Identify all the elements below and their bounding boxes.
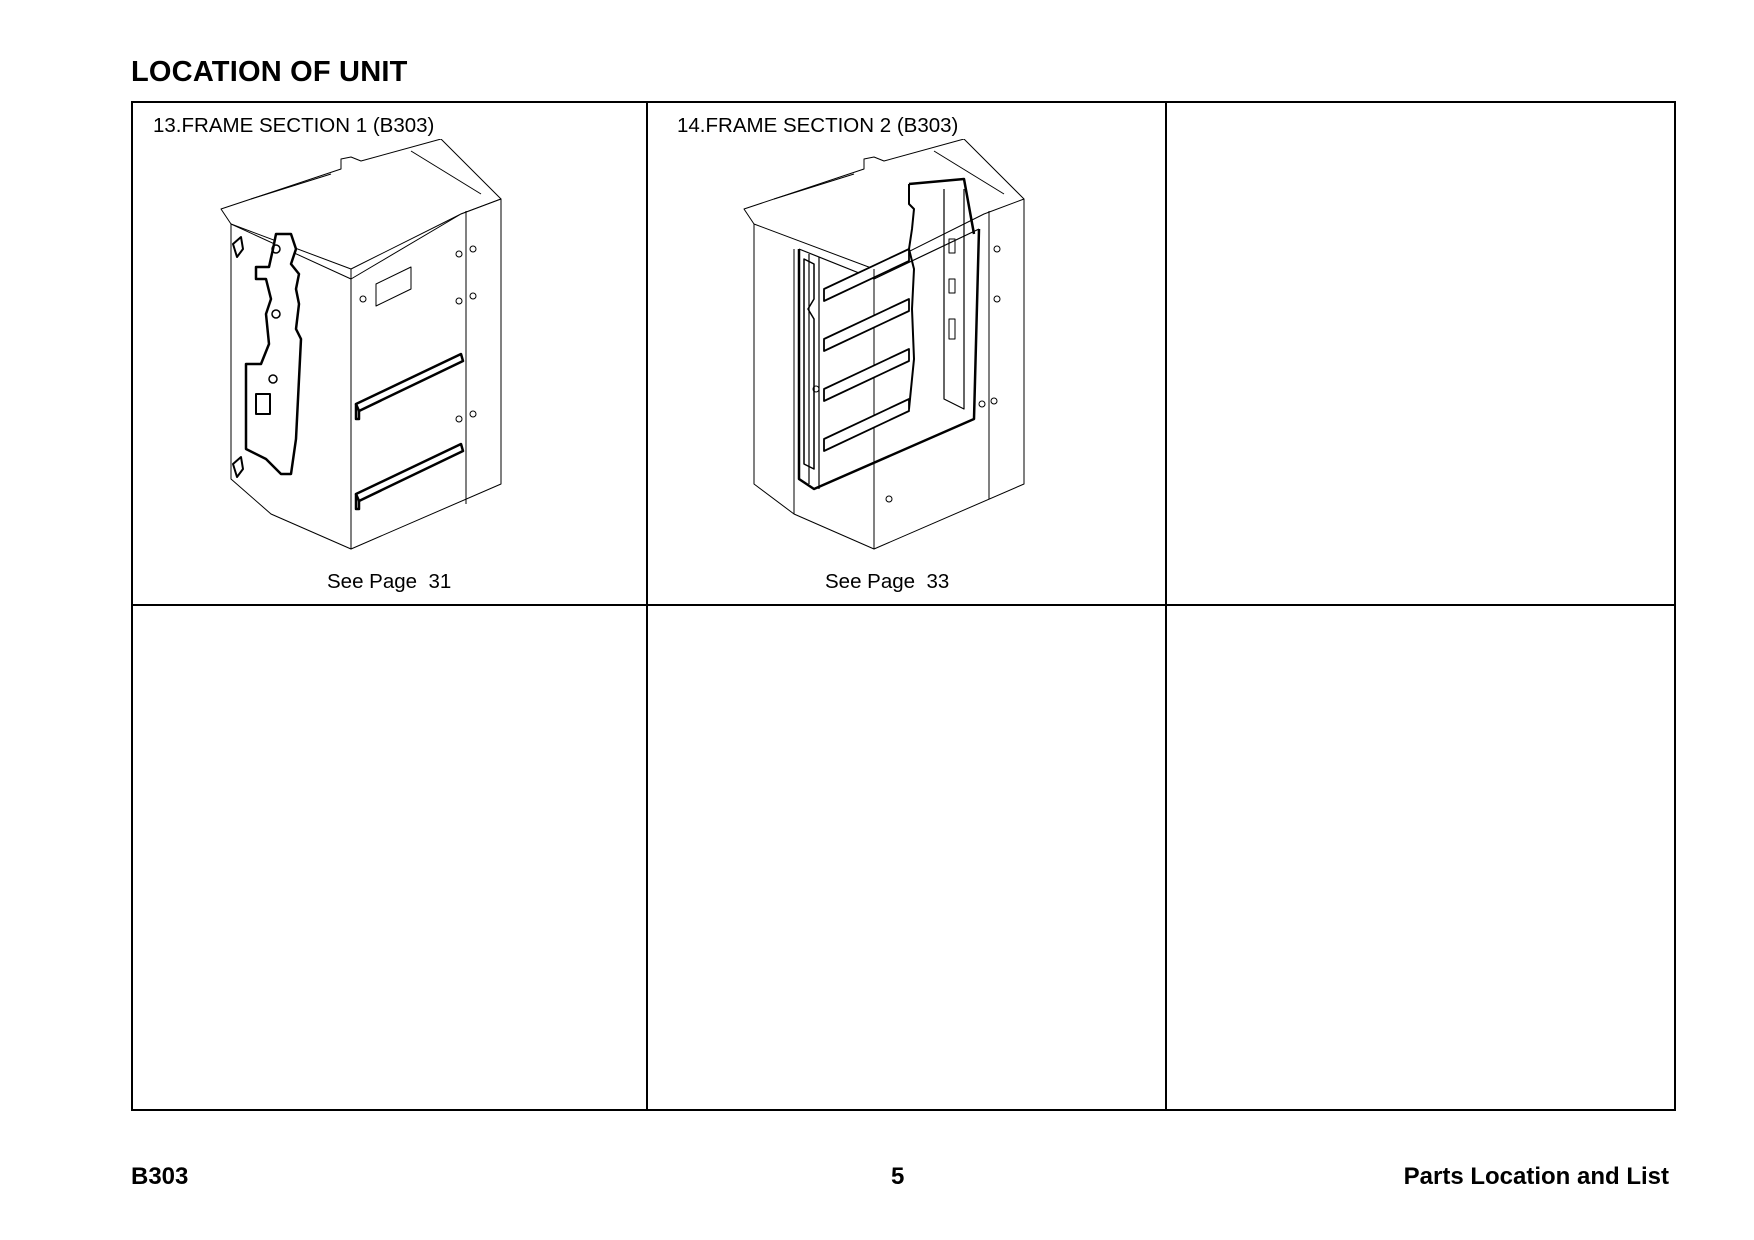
unit-location-grid [131, 101, 1676, 1111]
footer-page-number: 5 [891, 1163, 905, 1190]
unit-cell-page-reference: See Page 31 [327, 570, 452, 593]
unit-cell-frame-section-2[interactable] [648, 103, 1167, 606]
unit-cell-empty [133, 606, 648, 1109]
unit-cell-empty [1167, 103, 1676, 606]
frame-section-2-illustration [734, 139, 1074, 569]
unit-cell-empty [1167, 606, 1676, 1109]
unit-cell-frame-section-1[interactable] [133, 103, 648, 606]
footer-section-title: Parts Location and List [1403, 1163, 1669, 1190]
unit-cell-title: 14.FRAME SECTION 2 (B303) [677, 114, 959, 137]
unit-cell-title: 13.FRAME SECTION 1 (B303) [153, 114, 435, 137]
frame-section-1-illustration [211, 139, 551, 569]
page-title: LOCATION OF UNIT [131, 56, 408, 88]
footer-model: B303 [131, 1163, 189, 1190]
unit-cell-empty [648, 606, 1167, 1109]
unit-cell-page-reference: See Page 33 [825, 570, 950, 593]
